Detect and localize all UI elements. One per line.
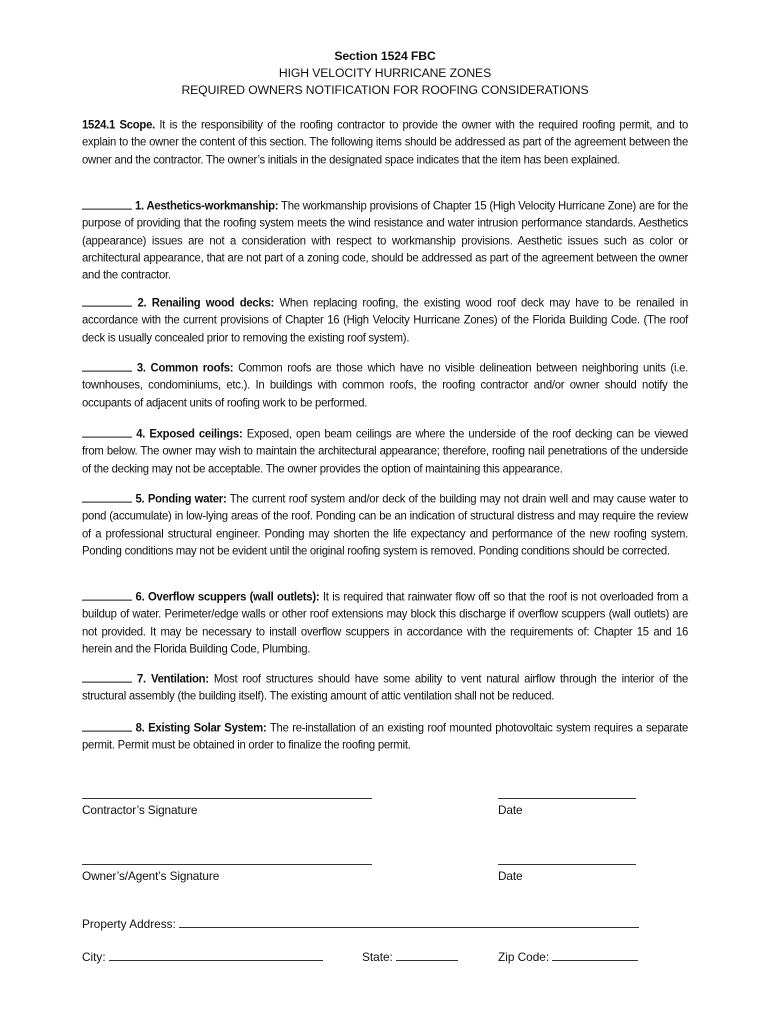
scope-text: It is the responsibility of the roofing contractor to provide the owner with the required roofing permit, and to explain to the owner the content of this section. The following items should be addressed as part of the agreement between the owner and the contractor. The owner’s initials in the designated space indicates that the item has been explained.: [82, 119, 688, 167]
item-ponding-water-paragraph: [82, 491, 688, 560]
initials-blank[interactable]: [82, 295, 132, 307]
item-label: 1. Aesthetics-workmanship:: [135, 200, 279, 213]
item-renailing-paragraph: [82, 295, 688, 347]
item-text: The workmanship provisions of Chapter 15 (High Velocity Hurricane Zone) are for the purpose of providing that the roofing system meets the wind resistance and water intrusion performance standards. Aesthetics (appearance) issues are not a consideration with respect to workmanship provisions. Aesthetic issues such as color or architectural appearance, that are not part of a zoning code, should be addressed as part of the agreement between the owner and the contractor.: [82, 200, 689, 282]
item-label: 3. Common roofs:: [136, 362, 234, 375]
contractor-signature-label: Contractor’s Signature: [82, 803, 198, 817]
initials-blank[interactable]: [82, 426, 132, 438]
item-text: When replacing roofing, the existing wood roof deck may have to be renailed in accordance with the current provisions of Chapter 16 (High Velocity Hurricane Zones) of the Florida Building Code. (The roof deck is usually concealed prior to removing the existing roof system).: [82, 297, 688, 345]
contractor-date-label: Date: [498, 803, 523, 817]
owner-signature-line[interactable]: [82, 864, 372, 865]
property-address-field[interactable]: [179, 917, 639, 928]
initials-blank[interactable]: [82, 198, 132, 210]
initials-blank[interactable]: [82, 720, 132, 732]
city-field[interactable]: [109, 950, 323, 961]
zip-field[interactable]: [552, 950, 638, 961]
state-label: State:: [362, 950, 393, 964]
zip-row: [498, 950, 638, 964]
initials-blank[interactable]: [82, 589, 132, 601]
item-label: 7. Ventilation:: [137, 673, 209, 686]
section-subtitle-1: HIGH VELOCITY HURRICANE ZONES: [278, 66, 492, 80]
state-field[interactable]: [396, 950, 458, 961]
item-label: 4. Exposed ceilings:: [136, 428, 243, 441]
section-title: Section 1524 FBC: [334, 49, 436, 63]
property-address-label: Property Address:: [82, 917, 176, 931]
item-ventilation-paragraph: [82, 671, 688, 706]
item-text: Most roof structures should have some ability to vent natural airflow through the interior of the structural assembly (the building itself). The existing amount of attic ventilation shall not be reduced.: [82, 673, 689, 704]
zip-label: Zip Code:: [498, 950, 550, 964]
item-overflow-scuppers-paragraph: [82, 589, 688, 658]
item-text: Common roofs are those which have no visible delineation between neighboring units (i.e. townhouses, condominiums, etc.). In buildings with common roofs, the roofing contractor and/or owner should notify the occupants of adjacent units of roofing work to be performed.: [82, 362, 689, 410]
initials-blank[interactable]: [82, 491, 132, 503]
scope-paragraph: [82, 117, 688, 169]
item-text: The re-installation of an existing roof mounted photovoltaic system requires a separate permit. Permit must be obtained in order to finalize the roofing permit.: [82, 722, 688, 753]
document-header: [0, 48, 770, 99]
owner-date-line[interactable]: [498, 864, 636, 865]
owner-signature-label: Owner’s/Agent’s Signature: [82, 869, 220, 883]
item-solar-system-paragraph: [82, 720, 688, 755]
item-text: The current roof system and/or deck of the building may not drain well and may cause water to pond (accumulate) in low-lying areas of the roof. Ponding can be an indication of structural distress and may require the review of a professional structural engineer. Ponding may shorten the life expectancy and performance of the new roofing system. Ponding conditions may not be evident until the original roofing system is removed. Ponding conditions should be corrected.: [82, 493, 688, 558]
contractor-signature-line[interactable]: [82, 798, 372, 799]
item-common-roofs-paragraph: [82, 360, 688, 412]
initials-blank[interactable]: [82, 671, 132, 683]
section-subtitle-2: REQUIRED OWNERS NOTIFICATION FOR ROOFING CONSIDERATIONS: [181, 83, 589, 97]
item-text: Exposed, open beam ceilings are where the underside of the roof decking can be viewed from below. The owner may wish to maintain the architectural appearance; therefore, roofing nail penetrations of the underside of the decking may not be acceptable. The owner provides the option of maintaining this appearance.: [82, 428, 688, 476]
owner-date-label: Date: [498, 869, 523, 883]
item-label: 5. Ponding water:: [135, 493, 227, 506]
item-label: 6. Overflow scuppers (wall outlets):: [135, 591, 320, 604]
initials-blank[interactable]: [82, 360, 132, 372]
item-exposed-ceilings-paragraph: [82, 426, 688, 478]
contractor-date-line[interactable]: [498, 798, 636, 799]
city-label: City:: [82, 950, 106, 964]
item-label: 8. Existing Solar System:: [135, 722, 267, 735]
item-aesthetics-paragraph: [82, 198, 688, 284]
city-row: [82, 950, 323, 964]
property-address-row: [82, 917, 639, 931]
state-row: [362, 950, 458, 964]
item-text: It is required that rainwater flow off so that the roof is not overloaded from a buildup of water. Perimeter/edge walls or other roof extensions may block this discharge if overflow scuppers (wall outlets) are not provided. It may be necessary to install overflow scuppers in accordance with the requirements of: Chapter 15 and 16 herein and the Florida Building Code, Plumbing.: [82, 591, 689, 656]
item-label: 2. Renailing wood decks:: [137, 297, 275, 310]
scope-label: 1524.1 Scope.: [82, 119, 155, 132]
